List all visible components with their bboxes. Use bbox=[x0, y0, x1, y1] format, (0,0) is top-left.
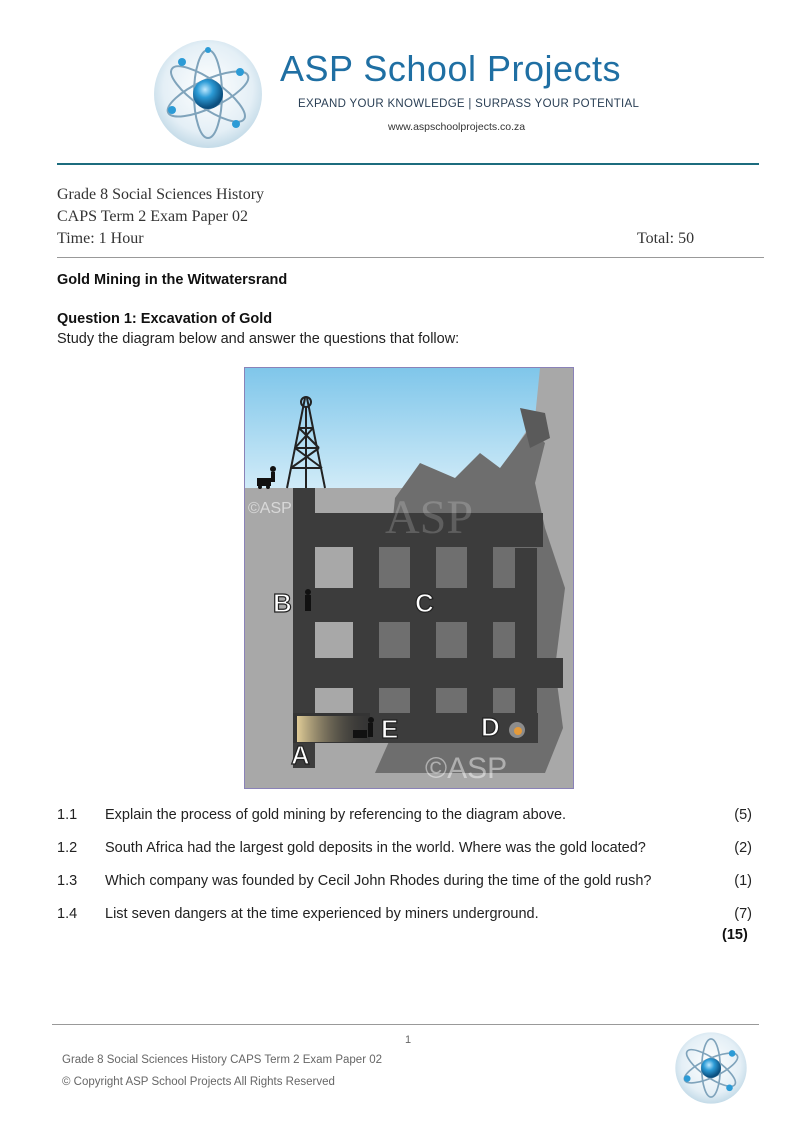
question-row bbox=[57, 873, 757, 895]
label-b: B bbox=[273, 588, 292, 618]
meta-divider bbox=[57, 257, 764, 258]
question-text: List seven dangers at the time experienced by miners underground. bbox=[105, 906, 539, 922]
label-e: E bbox=[381, 714, 399, 744]
label-d: D bbox=[481, 712, 500, 742]
question-row bbox=[57, 906, 757, 928]
paper-total: Total: 50 bbox=[637, 230, 695, 247]
question-instruction: Study the diagram below and answer the questions that follow: bbox=[57, 331, 460, 347]
section-title: Gold Mining in the Witwatersrand bbox=[57, 272, 288, 288]
paper-grade-subject: Grade 8 Social Sciences History bbox=[57, 186, 265, 203]
watermark-top: ©ASP bbox=[248, 500, 292, 517]
paper-term: CAPS Term 2 Exam Paper 02 bbox=[57, 208, 249, 225]
label-a: A bbox=[291, 740, 310, 770]
question-marks: (2) bbox=[734, 840, 752, 856]
footer-atom-icon bbox=[674, 1031, 748, 1105]
question-title: Question 1: Excavation of Gold bbox=[57, 311, 273, 327]
question-marks: (7) bbox=[734, 906, 752, 922]
page-number: 1 bbox=[405, 1034, 412, 1046]
brand-name: ASP School Projects bbox=[280, 48, 622, 89]
question-row bbox=[57, 807, 757, 829]
shaft-miner bbox=[305, 589, 311, 611]
header-divider bbox=[57, 163, 759, 165]
question-number: 1.4 bbox=[57, 906, 78, 922]
question-number: 1.3 bbox=[57, 873, 78, 889]
label-c: C bbox=[415, 588, 434, 618]
watermark-bottom: ©ASP bbox=[425, 752, 508, 785]
question-marks: (1) bbox=[734, 873, 752, 889]
question-text: Explain the process of gold mining by referencing to the diagram above. bbox=[105, 807, 567, 823]
question-number: 1.2 bbox=[57, 840, 78, 856]
gold-deposit bbox=[514, 727, 522, 735]
footer-divider bbox=[52, 1024, 759, 1025]
atom-logo-icon bbox=[152, 38, 264, 150]
watermark-mid: ASP bbox=[385, 491, 474, 544]
question-text: Which company was founded by Cecil John Rhodes during the time of the gold rush? bbox=[105, 873, 652, 889]
question-row bbox=[57, 840, 757, 862]
brand-tagline: EXPAND YOUR KNOWLEDGE | SURPASS YOUR POTENTIAL bbox=[298, 98, 640, 110]
brand-url[interactable]: www.aspschoolprojects.co.za bbox=[388, 121, 526, 133]
total-marks: (15) bbox=[722, 927, 748, 943]
question-number: 1.1 bbox=[57, 807, 78, 823]
question-marks: (5) bbox=[734, 807, 752, 823]
mine-diagram bbox=[244, 367, 574, 789]
footer-paper-title: Grade 8 Social Sciences History CAPS Term 2 Exam Paper 02 bbox=[62, 1054, 383, 1066]
question-text: South Africa had the largest gold deposits in the world. Where was the gold located? bbox=[105, 840, 646, 856]
paper-time: Time: 1 Hour bbox=[57, 230, 144, 247]
footer-copyright: © Copyright ASP School Projects All Rights Reserved bbox=[62, 1076, 335, 1088]
